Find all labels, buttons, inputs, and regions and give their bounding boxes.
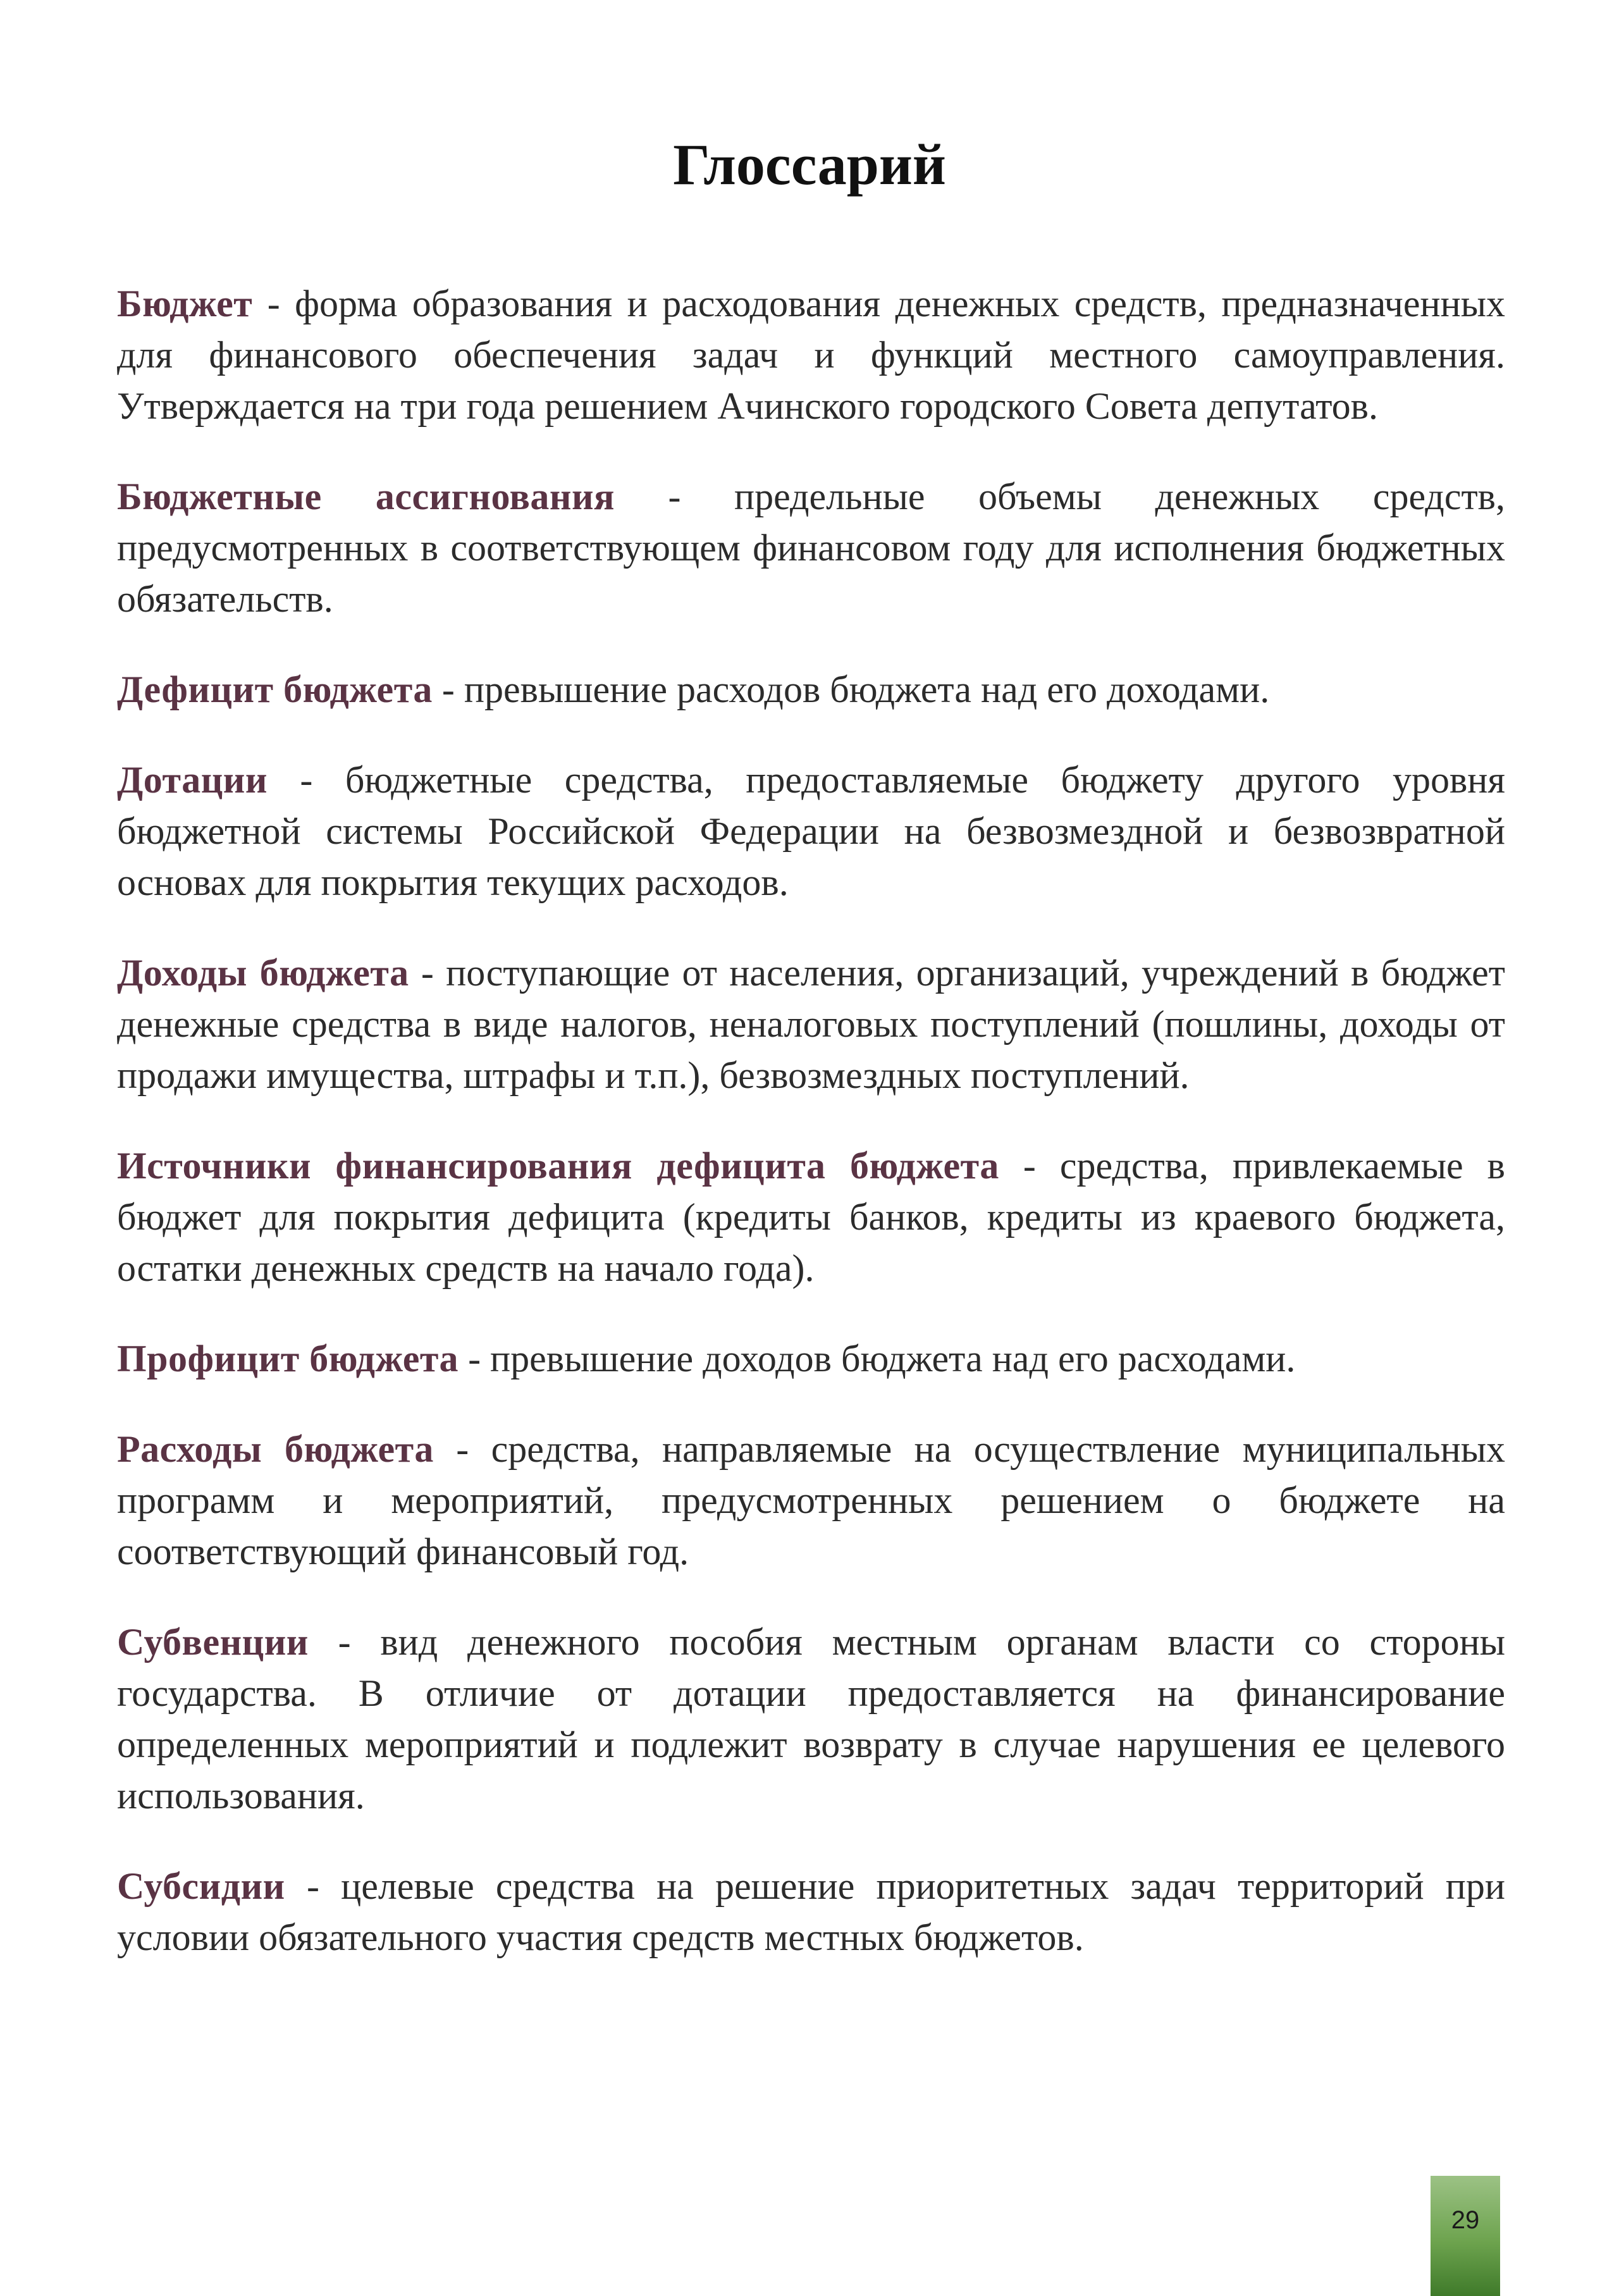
glossary-entry-budget-revenues — [117, 947, 1505, 1101]
glossary-entry-subsidies-grants — [117, 755, 1505, 908]
glossary-entry-budget-expenditures — [117, 1424, 1505, 1577]
glossary-definition: целевые средства на решение приоритетных задач территорий при условии обязательного участия средств местных бюджетов. — [117, 1865, 1505, 1958]
term-separator: - — [308, 1621, 381, 1663]
glossary-definition: форма образования и расходования денежных средств, предназначенных для финансового обеспечения задач и функций местного самоуправления. Утверждается на три года решением Ачинского городского Совета депутатов. — [117, 283, 1506, 427]
term-separator: - — [285, 1865, 342, 1907]
page-number-badge — [1431, 2176, 1500, 2296]
term-separator: - — [459, 1338, 491, 1379]
glossary-term: Субсидии — [117, 1865, 285, 1907]
page-title: Глоссарий — [673, 132, 946, 197]
glossary-definition: бюджетные средства, предоставляемые бюджету другого уровня бюджетной системы Российской Федерации на безвозмездной и безвозвратной основах для покрытия текущих расходов. — [117, 759, 1505, 903]
glossary-entry-subventions — [117, 1617, 1505, 1822]
term-separator: - — [409, 952, 446, 994]
term-separator: - — [999, 1145, 1060, 1187]
term-separator: - — [432, 669, 464, 710]
page-number: 29 — [1451, 2206, 1480, 2234]
glossary-term: Расходы бюджета — [117, 1428, 434, 1470]
glossary-definition: превышение расходов бюджета над его доходами. — [464, 669, 1270, 710]
glossary-definition: вид денежного пособия местным органам власти со стороны государства. В отличие от дотации предоставляется на финансирование определенных мероприятий и подлежит возврату в случае нарушения ее целевого использования. — [117, 1621, 1506, 1817]
glossary-term: Дотации — [117, 759, 268, 801]
term-separator: - — [267, 759, 345, 801]
glossary-entry-budget-deficit — [117, 664, 1505, 715]
glossary-list — [117, 278, 1505, 2003]
glossary-entry-budget-allocations — [117, 471, 1505, 625]
glossary-definition: поступающие от населения, организаций, учреждений в бюджет денежные средства в виде налогов, неналоговых поступлений (пошлины, доходы от продажи имущества, штрафы и т.п.), безвозмездных поступлений. — [117, 952, 1506, 1096]
term-separator: - — [252, 283, 295, 324]
glossary-term: Дефицит бюджета — [117, 669, 433, 710]
term-separator: - — [433, 1428, 491, 1470]
glossary-definition: средства, привлекаемые в бюджет для покрытия дефицита (кредиты банков, кредиты из краевого бюджета, остатки денежных средств на начало года). — [117, 1145, 1505, 1289]
glossary-definition: средства, направляемые на осуществление муниципальных программ и мероприятий, предусмотренных решением о бюджете на соответствующий финансовый год. — [117, 1428, 1506, 1572]
glossary-term: Источники финансирования дефицита бюджета — [117, 1145, 999, 1187]
glossary-term: Бюджет — [117, 283, 253, 324]
glossary-term: Доходы бюджета — [117, 952, 409, 994]
glossary-entry-budget — [117, 278, 1505, 432]
glossary-definition: предельные объемы денежных средств, предусмотренных в соответствующем финансовом году для исполнения бюджетных обязательств. — [117, 476, 1506, 620]
glossary-term: Бюджетные ассигнования — [117, 476, 615, 517]
glossary-entry-subsidies — [117, 1861, 1505, 1963]
term-separator: - — [615, 476, 735, 517]
glossary-entry-budget-surplus — [117, 1333, 1505, 1385]
glossary-term: Субвенции — [117, 1621, 309, 1663]
glossary-definition: превышение доходов бюджета над его расходами. — [490, 1338, 1296, 1379]
glossary-entry-deficit-financing-sources — [117, 1140, 1505, 1294]
glossary-term: Профицит бюджета — [117, 1338, 459, 1379]
